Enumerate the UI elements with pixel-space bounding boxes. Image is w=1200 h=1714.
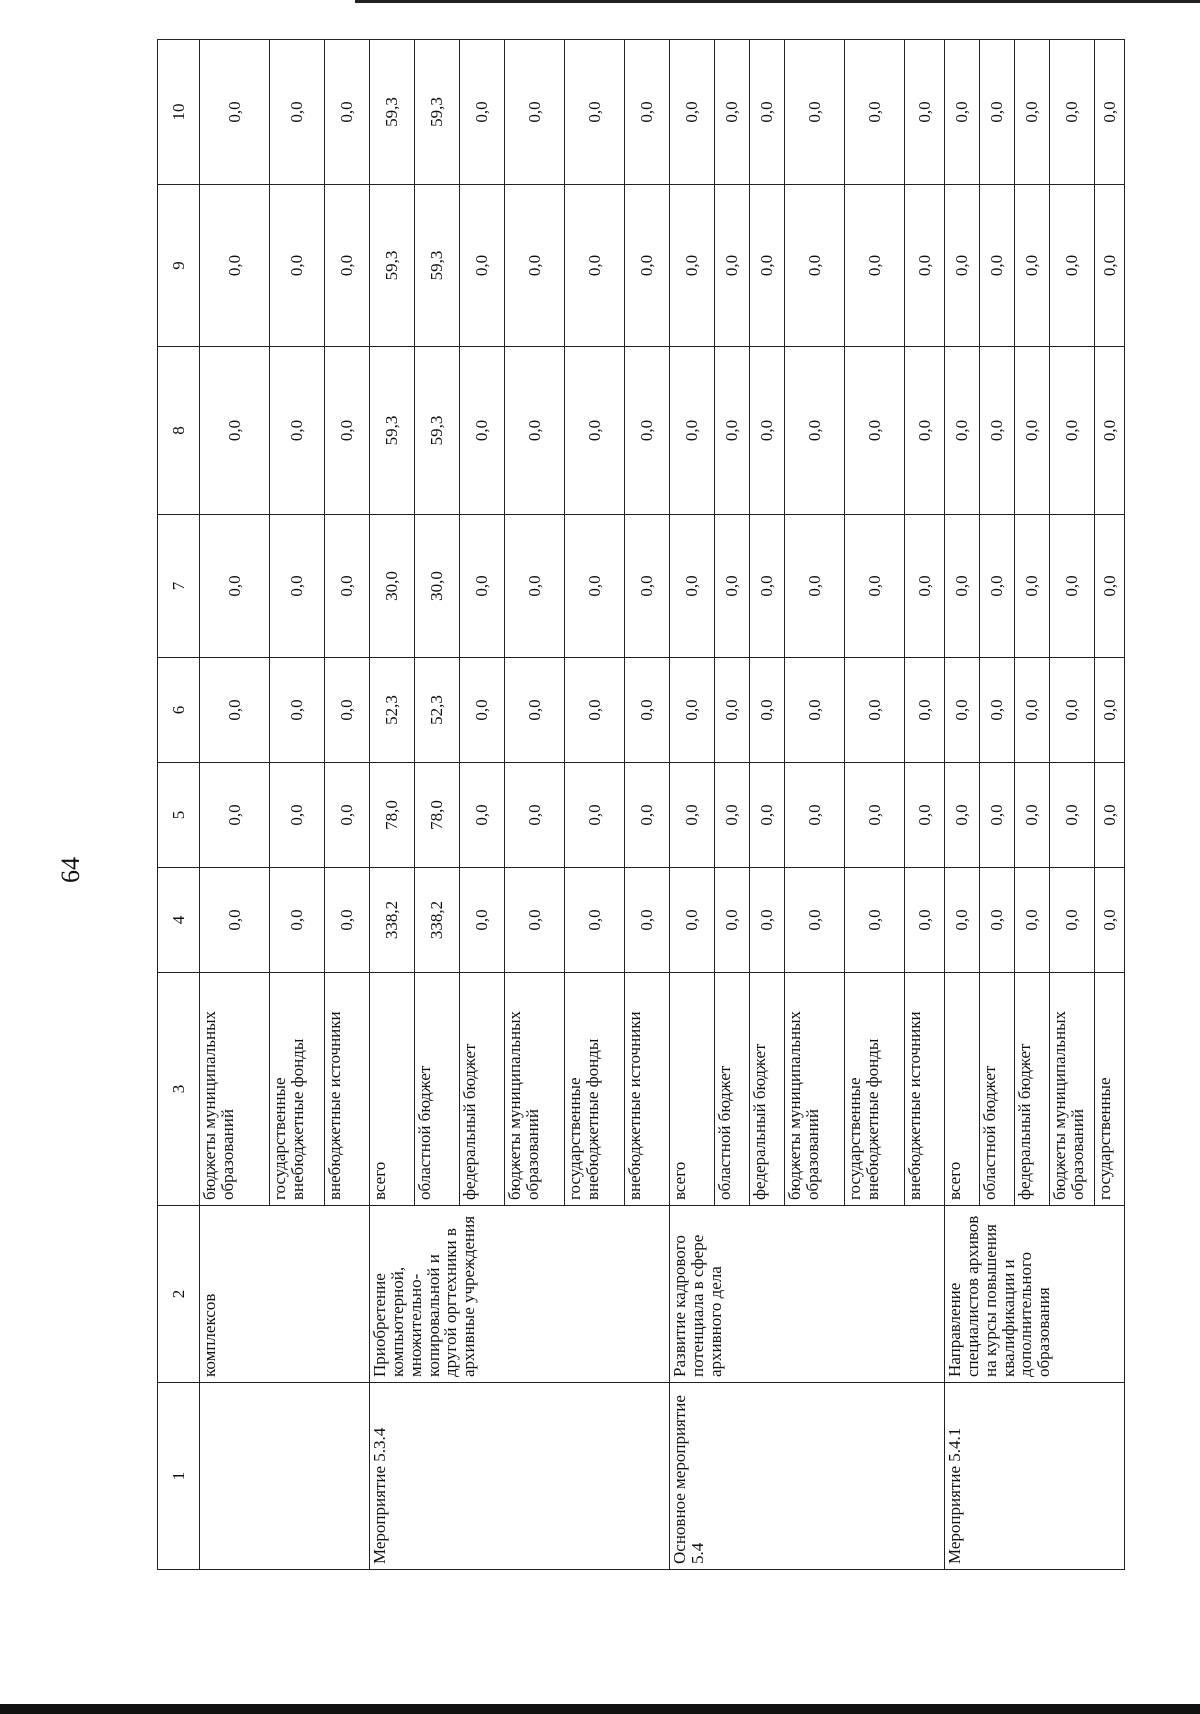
value-cell-col-8: 0,0 [200, 347, 270, 515]
value-cell-col-8: 0,0 [845, 347, 905, 515]
value-cell-col-6: 0,0 [1095, 658, 1125, 763]
funding-source-cell: всего [670, 973, 715, 1206]
funding-source-cell: бюджеты муниципальных образований [1050, 973, 1095, 1206]
funding-source-cell: федеральный бюджет [1015, 973, 1050, 1206]
value-cell-col-9: 0,0 [505, 185, 565, 347]
value-cell-col-6: 52,3 [415, 658, 460, 763]
value-cell-col-4: 0,0 [460, 868, 505, 973]
funding-source-cell: федеральный бюджет [460, 973, 505, 1206]
funding-source-cell: областной бюджет [715, 973, 750, 1206]
activity-code-cell: Мероприятие 5.3.4 [370, 1383, 670, 1570]
value-cell-col-10: 0,0 [670, 40, 715, 185]
value-cell-col-5: 0,0 [785, 763, 845, 868]
activity-code-cell: Основное мероприятие 5.4 [670, 1383, 945, 1570]
value-cell-col-8: 59,3 [370, 347, 415, 515]
value-cell-col-5: 0,0 [980, 763, 1015, 868]
value-cell-col-4: 338,2 [370, 868, 415, 973]
value-cell-col-4: 0,0 [715, 868, 750, 973]
rotated-table-wrapper [157, 40, 1117, 1570]
value-cell-col-6: 0,0 [845, 658, 905, 763]
value-cell-col-10: 0,0 [1095, 40, 1125, 185]
value-cell-col-7: 0,0 [200, 515, 270, 658]
value-cell-col-8: 0,0 [625, 347, 670, 515]
funding-source-cell: бюджеты муниципальных образований [200, 973, 270, 1206]
value-cell-col-6: 0,0 [325, 658, 370, 763]
page-number: 64 [56, 857, 85, 883]
col-header-2: 2 [158, 1206, 200, 1383]
value-cell-col-5: 0,0 [565, 763, 625, 868]
value-cell-col-6: 0,0 [1015, 658, 1050, 763]
value-cell-col-6: 0,0 [625, 658, 670, 763]
value-cell-col-7: 0,0 [625, 515, 670, 658]
value-cell-col-10: 0,0 [505, 40, 565, 185]
value-cell-col-5: 0,0 [505, 763, 565, 868]
value-cell-col-8: 0,0 [1015, 347, 1050, 515]
value-cell-col-4: 0,0 [1095, 868, 1125, 973]
value-cell-col-10: 59,3 [370, 40, 415, 185]
value-cell-col-9: 0,0 [1095, 185, 1125, 347]
value-cell-col-10: 0,0 [945, 40, 980, 185]
value-cell-col-7: 0,0 [1095, 515, 1125, 658]
activity-name-cell: комплексов [200, 1206, 370, 1383]
value-cell-col-4: 0,0 [845, 868, 905, 973]
value-cell-col-10: 0,0 [785, 40, 845, 185]
value-cell-col-7: 30,0 [370, 515, 415, 658]
funding-source-cell: федеральный бюджет [750, 973, 785, 1206]
value-cell-col-6: 0,0 [505, 658, 565, 763]
value-cell-col-7: 0,0 [565, 515, 625, 658]
value-cell-col-6: 0,0 [905, 658, 945, 763]
funding-source-cell: государственные внебюджетные фонды [845, 973, 905, 1206]
value-cell-col-4: 0,0 [670, 868, 715, 973]
value-cell-col-4: 338,2 [415, 868, 460, 973]
col-header-3: 3 [158, 973, 200, 1206]
value-cell-col-7: 0,0 [1050, 515, 1095, 658]
col-header-9: 9 [158, 185, 200, 347]
activity-name-cell: Приобретение компьютерной, множительно-копировальной и другой оргтехники в архивные учреждения [370, 1206, 670, 1383]
funding-source-cell: всего [370, 973, 415, 1206]
value-cell-col-10: 0,0 [905, 40, 945, 185]
value-cell-col-6: 0,0 [945, 658, 980, 763]
value-cell-col-4: 0,0 [905, 868, 945, 973]
value-cell-col-10: 0,0 [625, 40, 670, 185]
value-cell-col-4: 0,0 [565, 868, 625, 973]
value-cell-col-10: 0,0 [460, 40, 505, 185]
funding-source-cell: внебюджетные источники [905, 973, 945, 1206]
table-row [200, 40, 270, 1570]
value-cell-col-4: 0,0 [1015, 868, 1050, 973]
funding-source-cell: внебюджетные источники [325, 973, 370, 1206]
table-row [670, 40, 715, 1570]
col-header-8: 8 [158, 347, 200, 515]
value-cell-col-9: 0,0 [980, 185, 1015, 347]
value-cell-col-8: 0,0 [715, 347, 750, 515]
value-cell-col-7: 0,0 [270, 515, 325, 658]
value-cell-col-10: 0,0 [845, 40, 905, 185]
activity-code-cell [200, 1383, 370, 1570]
col-header-7: 7 [158, 515, 200, 658]
value-cell-col-5: 0,0 [845, 763, 905, 868]
value-cell-col-7: 0,0 [1015, 515, 1050, 658]
value-cell-col-10: 0,0 [325, 40, 370, 185]
value-cell-col-8: 0,0 [1095, 347, 1125, 515]
value-cell-col-8: 0,0 [945, 347, 980, 515]
value-cell-col-9: 0,0 [785, 185, 845, 347]
value-cell-col-9: 0,0 [625, 185, 670, 347]
value-cell-col-10: 59,3 [415, 40, 460, 185]
value-cell-col-5: 0,0 [945, 763, 980, 868]
value-cell-col-6: 0,0 [785, 658, 845, 763]
funding-source-cell: внебюджетные источники [625, 973, 670, 1206]
funding-source-cell: областной бюджет [980, 973, 1015, 1206]
value-cell-col-10: 0,0 [565, 40, 625, 185]
value-cell-col-7: 0,0 [460, 515, 505, 658]
value-cell-col-5: 0,0 [670, 763, 715, 868]
table-row [945, 40, 980, 1570]
scan-top-rule [355, 0, 1200, 3]
value-cell-col-9: 0,0 [945, 185, 980, 347]
value-cell-col-6: 0,0 [1050, 658, 1095, 763]
value-cell-col-9: 59,3 [415, 185, 460, 347]
value-cell-col-4: 0,0 [505, 868, 565, 973]
value-cell-col-5: 0,0 [200, 763, 270, 868]
value-cell-col-6: 0,0 [670, 658, 715, 763]
value-cell-col-4: 0,0 [270, 868, 325, 973]
value-cell-col-7: 0,0 [505, 515, 565, 658]
value-cell-col-8: 0,0 [905, 347, 945, 515]
value-cell-col-5: 78,0 [370, 763, 415, 868]
value-cell-col-4: 0,0 [980, 868, 1015, 973]
value-cell-col-10: 0,0 [750, 40, 785, 185]
value-cell-col-4: 0,0 [945, 868, 980, 973]
funding-source-cell: государственные внебюджетные фонды [565, 973, 625, 1206]
value-cell-col-6: 0,0 [270, 658, 325, 763]
header-row [158, 40, 200, 1570]
value-cell-col-7: 0,0 [715, 515, 750, 658]
value-cell-col-7: 30,0 [415, 515, 460, 658]
value-cell-col-6: 0,0 [565, 658, 625, 763]
value-cell-col-10: 0,0 [1050, 40, 1095, 185]
value-cell-col-4: 0,0 [200, 868, 270, 973]
value-cell-col-9: 59,3 [370, 185, 415, 347]
value-cell-col-4: 0,0 [325, 868, 370, 973]
activity-name-cell: Развитие кадрового потенциала в сфере архивного дела [670, 1206, 945, 1383]
value-cell-col-10: 0,0 [715, 40, 750, 185]
value-cell-col-8: 59,3 [415, 347, 460, 515]
value-cell-col-6: 0,0 [750, 658, 785, 763]
value-cell-col-6: 0,0 [200, 658, 270, 763]
value-cell-col-10: 0,0 [200, 40, 270, 185]
value-cell-col-9: 0,0 [715, 185, 750, 347]
value-cell-col-5: 0,0 [270, 763, 325, 868]
col-header-6: 6 [158, 658, 200, 763]
col-header-4: 4 [158, 868, 200, 973]
value-cell-col-9: 0,0 [1015, 185, 1050, 347]
value-cell-col-8: 0,0 [460, 347, 505, 515]
value-cell-col-9: 0,0 [325, 185, 370, 347]
value-cell-col-8: 0,0 [785, 347, 845, 515]
value-cell-col-8: 0,0 [670, 347, 715, 515]
value-cell-col-5: 0,0 [715, 763, 750, 868]
value-cell-col-6: 0,0 [460, 658, 505, 763]
value-cell-col-8: 0,0 [270, 347, 325, 515]
funding-source-cell: всего [945, 973, 980, 1206]
scan-bottom-rule [0, 1704, 1200, 1714]
funding-source-cell: государственные внебюджетные фонды [270, 973, 325, 1206]
value-cell-col-5: 0,0 [1015, 763, 1050, 868]
value-cell-col-7: 0,0 [945, 515, 980, 658]
value-cell-col-7: 0,0 [785, 515, 845, 658]
value-cell-col-8: 0,0 [750, 347, 785, 515]
activity-name-cell: Направление специалистов архивов на курсы повышения квалификации и дополнительного образования [945, 1206, 1125, 1383]
value-cell-col-6: 52,3 [370, 658, 415, 763]
value-cell-col-5: 0,0 [750, 763, 785, 868]
value-cell-col-10: 0,0 [980, 40, 1015, 185]
value-cell-col-7: 0,0 [905, 515, 945, 658]
funding-source-cell: бюджеты муниципальных образований [785, 973, 845, 1206]
value-cell-col-4: 0,0 [1050, 868, 1095, 973]
value-cell-col-6: 0,0 [715, 658, 750, 763]
value-cell-col-8: 0,0 [1050, 347, 1095, 515]
col-header-5: 5 [158, 763, 200, 868]
value-cell-col-9: 0,0 [845, 185, 905, 347]
value-cell-col-5: 0,0 [625, 763, 670, 868]
value-cell-col-9: 0,0 [905, 185, 945, 347]
value-cell-col-10: 0,0 [270, 40, 325, 185]
value-cell-col-5: 0,0 [905, 763, 945, 868]
funding-source-cell: государственные [1095, 973, 1125, 1206]
value-cell-col-6: 0,0 [980, 658, 1015, 763]
col-header-10: 10 [158, 40, 200, 185]
value-cell-col-9: 0,0 [1050, 185, 1095, 347]
value-cell-col-9: 0,0 [200, 185, 270, 347]
table-row [370, 40, 415, 1570]
value-cell-col-9: 0,0 [750, 185, 785, 347]
value-cell-col-7: 0,0 [670, 515, 715, 658]
value-cell-col-4: 0,0 [750, 868, 785, 973]
value-cell-col-7: 0,0 [325, 515, 370, 658]
value-cell-col-9: 0,0 [270, 185, 325, 347]
value-cell-col-7: 0,0 [980, 515, 1015, 658]
value-cell-col-8: 0,0 [505, 347, 565, 515]
value-cell-col-5: 0,0 [1050, 763, 1095, 868]
value-cell-col-4: 0,0 [785, 868, 845, 973]
value-cell-col-8: 0,0 [980, 347, 1015, 515]
value-cell-col-5: 0,0 [1095, 763, 1125, 868]
budget-table [157, 39, 1125, 1570]
value-cell-col-5: 78,0 [415, 763, 460, 868]
value-cell-col-7: 0,0 [750, 515, 785, 658]
value-cell-col-9: 0,0 [565, 185, 625, 347]
value-cell-col-9: 0,0 [460, 185, 505, 347]
value-cell-col-8: 0,0 [565, 347, 625, 515]
value-cell-col-9: 0,0 [670, 185, 715, 347]
value-cell-col-8: 0,0 [325, 347, 370, 515]
activity-code-cell: Мероприятие 5.4.1 [945, 1383, 1125, 1570]
value-cell-col-7: 0,0 [845, 515, 905, 658]
value-cell-col-4: 0,0 [625, 868, 670, 973]
col-header-1: 1 [158, 1383, 200, 1570]
value-cell-col-10: 0,0 [1015, 40, 1050, 185]
value-cell-col-5: 0,0 [325, 763, 370, 868]
value-cell-col-5: 0,0 [460, 763, 505, 868]
funding-source-cell: бюджеты муниципальных образований [505, 973, 565, 1206]
funding-source-cell: областной бюджет [415, 973, 460, 1206]
